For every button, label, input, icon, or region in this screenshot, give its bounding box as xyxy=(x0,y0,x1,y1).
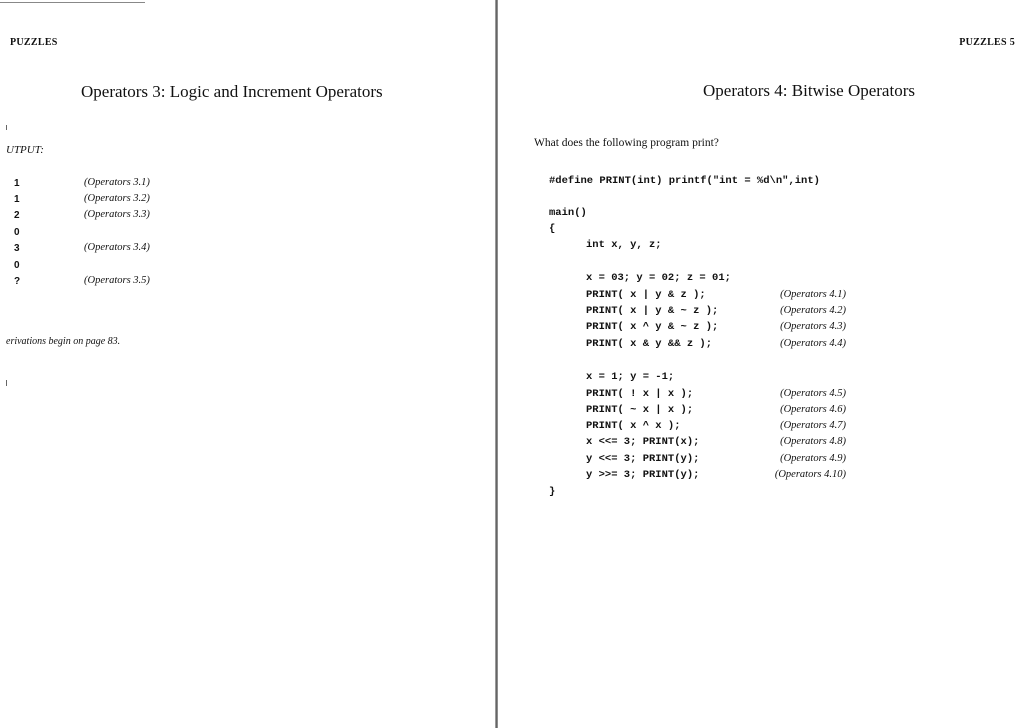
output-ref-7: (Operators 3.5) xyxy=(84,275,150,286)
code-line-define: #define PRINT(int) printf("int = %d\n",int) xyxy=(549,175,820,187)
code-line-declaration: int x, y, z; xyxy=(586,239,662,251)
code-ref: (Operators 4.3) xyxy=(780,321,846,332)
output-value-4: 0 xyxy=(14,227,20,238)
code-line-shift: y <<= 3; PRINT(y); xyxy=(586,453,700,465)
output-value-2: 1 xyxy=(14,194,20,205)
code-line-print: PRINT( x | y & ~ z ); xyxy=(586,305,719,317)
output-value-6: 0 xyxy=(14,260,20,271)
code-ref: (Operators 4.8) xyxy=(780,436,846,447)
code-ref: (Operators 4.7) xyxy=(780,420,846,431)
code-line-print: PRINT( x | y & z ); xyxy=(586,289,706,301)
derivations-note: erivations begin on page 83. xyxy=(6,336,121,347)
output-ref-2: (Operators 3.2) xyxy=(84,193,150,204)
output-label: UTPUT: xyxy=(6,144,44,156)
code-line-main: main() xyxy=(549,207,587,219)
code-line-close-brace: } xyxy=(549,486,556,498)
output-ref-3: (Operators 3.3) xyxy=(84,209,150,220)
right-page xyxy=(500,0,1029,728)
code-line-print: PRINT( x ^ y & ~ z ); xyxy=(586,321,719,333)
code-ref: (Operators 4.4) xyxy=(780,338,846,349)
left-page-title: Operators 3: Logic and Increment Operators xyxy=(81,82,383,101)
code-ref: (Operators 4.10) xyxy=(774,469,846,480)
left-running-head: PUZZLES xyxy=(10,37,58,48)
output-value-1: 1 xyxy=(14,178,20,189)
code-line-assign-1: x = 03; y = 02; z = 01; xyxy=(586,272,731,284)
code-ref: (Operators 4.6) xyxy=(780,404,846,415)
code-line-print: PRINT( x ^ x ); xyxy=(586,420,681,432)
left-page xyxy=(0,0,496,728)
output-value-7: ? xyxy=(14,276,21,287)
code-ref: (Operators 4.1) xyxy=(780,289,846,300)
code-line-print: PRINT( ! x | x ); xyxy=(586,388,694,400)
output-ref-5: (Operators 3.4) xyxy=(84,242,150,253)
right-running-head: PUZZLES 5 xyxy=(959,37,1015,48)
margin-mark xyxy=(6,125,7,130)
code-line-open-brace: { xyxy=(549,223,556,235)
code-line-shift: y >>= 3; PRINT(y); xyxy=(586,469,700,481)
code-ref: (Operators 4.9) xyxy=(780,453,846,464)
right-page-title: Operators 4: Bitwise Operators xyxy=(703,81,915,100)
output-value-3: 2 xyxy=(14,210,20,221)
code-ref: (Operators 4.5) xyxy=(780,388,846,399)
code-line-print: PRINT( ~ x | x ); xyxy=(586,404,694,416)
output-ref-1: (Operators 3.1) xyxy=(84,177,150,188)
code-ref: (Operators 4.2) xyxy=(780,305,846,316)
margin-mark xyxy=(6,380,7,386)
puzzle-question: What does the following program print? xyxy=(534,137,719,149)
code-line-print: PRINT( x & y && z ); xyxy=(586,338,713,350)
output-value-5: 3 xyxy=(14,243,20,254)
code-line-shift: x <<= 3; PRINT(x); xyxy=(586,436,700,448)
code-line-assign-2: x = 1; y = -1; xyxy=(586,371,675,383)
